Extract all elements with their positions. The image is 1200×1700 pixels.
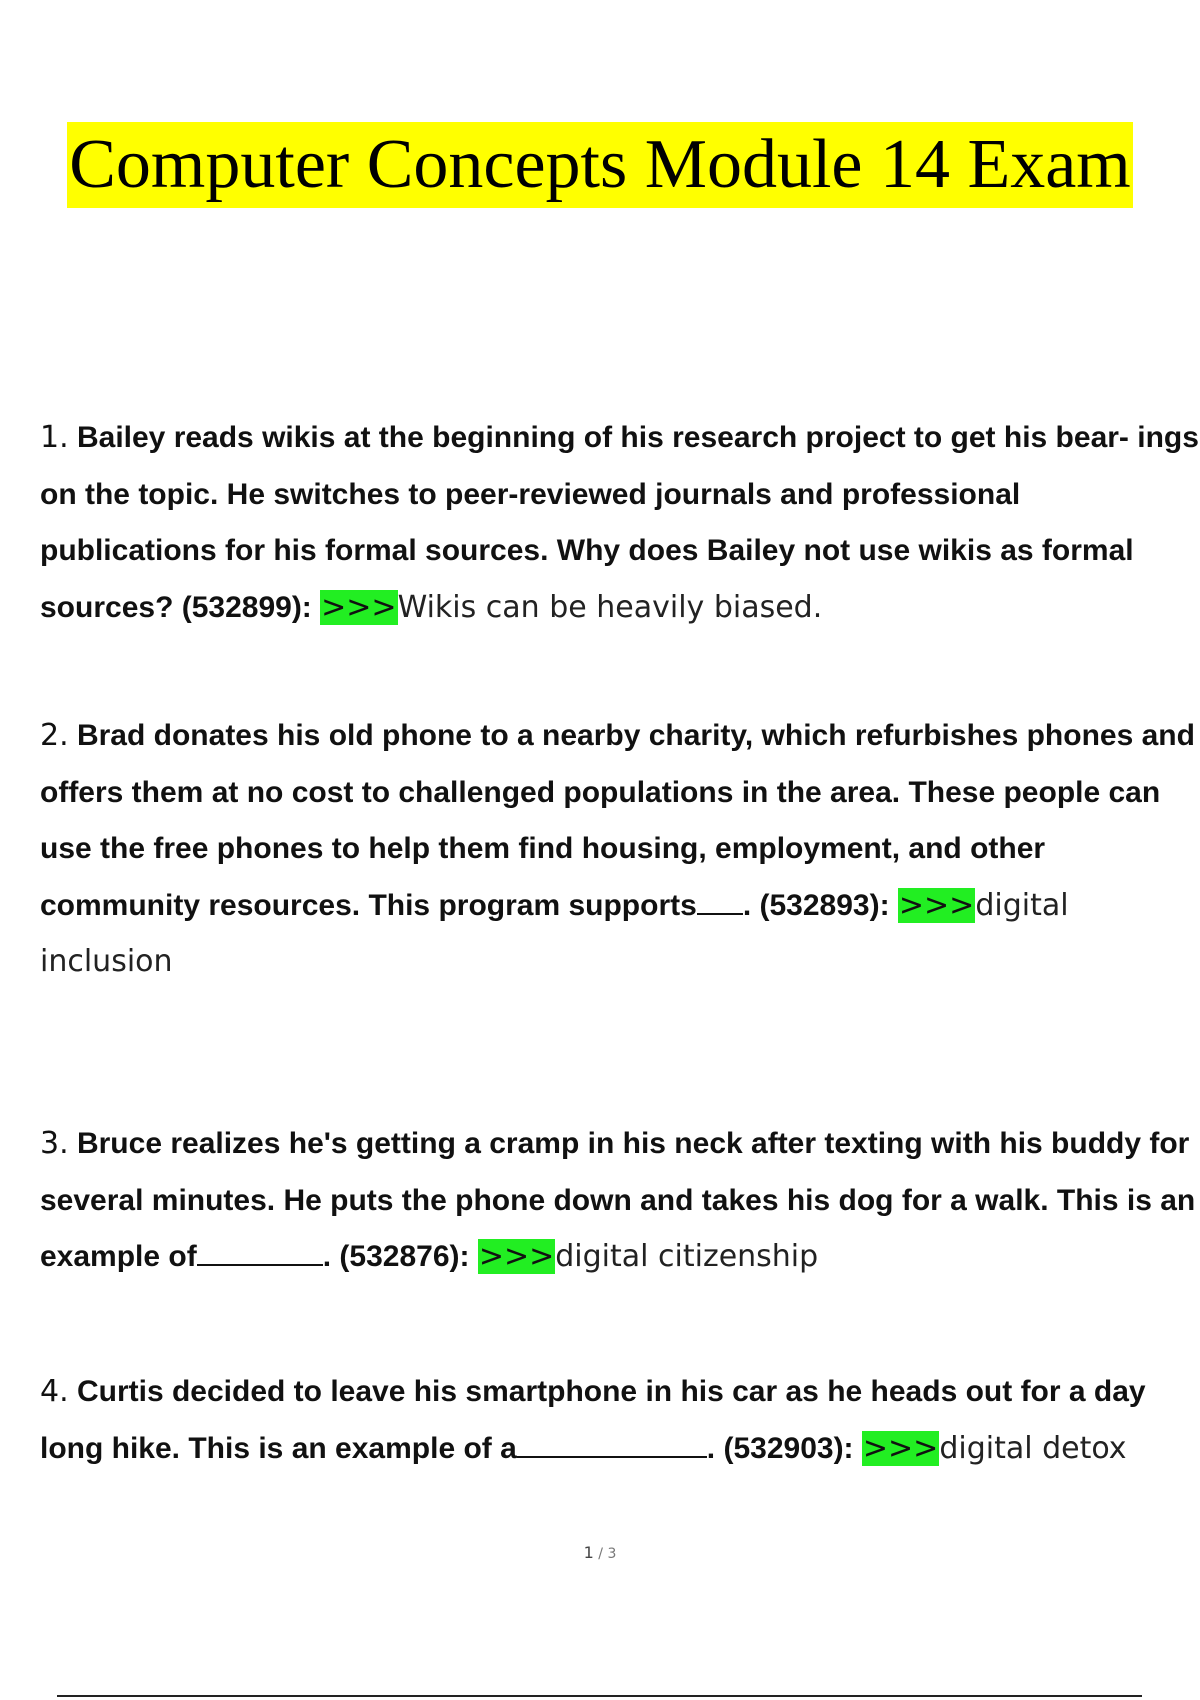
question-4	[40, 1364, 1200, 1477]
answer-marker: >>>	[321, 589, 397, 625]
question-text-suffix: . (532903):	[706, 1431, 854, 1465]
question-text: Bruce realizes he's getting a cramp in his neck after texting with his buddy for several minutes. He puts the phone down and takes his dog for a walk. This is an example of	[40, 1127, 1196, 1273]
question-text: Brad donates his old phone to a nearby charity, which refurbishes phones and offers them at no cost to challenged populations in the area. These people can use the free phones to help them find housing, employment, and other community resources. This program supports	[40, 719, 1195, 922]
answer-marker: >>>	[898, 887, 975, 923]
page-title: Computer Concepts Module 14 Exam	[67, 122, 1133, 208]
answer-marker: >>>	[478, 1239, 555, 1274]
page-number: 1	[583, 1543, 594, 1562]
answer-text: digital inclusion	[40, 887, 1069, 979]
page-indicator	[0, 1543, 1200, 1562]
question-text-suffix: . (532893):	[742, 888, 890, 922]
answer-text: Wikis can be heavily biased.	[397, 589, 823, 625]
page-total: / 3	[593, 1546, 617, 1562]
question-2	[40, 708, 1200, 991]
bottom-divider	[57, 1695, 1142, 1697]
answer-text: digital detox	[939, 1430, 1127, 1466]
question-number: 2.	[40, 718, 69, 753]
question-number: 1.	[40, 420, 69, 455]
question-3	[40, 1116, 1200, 1286]
fill-in-blank	[697, 891, 743, 915]
page-title-container	[0, 122, 1200, 208]
question-text-suffix: . (532876):	[322, 1240, 470, 1273]
fill-in-blank	[197, 1242, 323, 1266]
question-text: Curtis decided to leave his smartphone in his car as he heads out for a day long hike. This is an example of a	[40, 1375, 1146, 1465]
answer-text: digital citizenship	[555, 1239, 819, 1274]
question-1	[40, 410, 1200, 636]
question-text: Bailey reads wikis at the beginning of his research project to get his bear- ings on the topic. He switches to peer-reviewed journals and professional publications for his formal sources. Why does Bailey not use wikis as formal sources? (532899):	[40, 421, 1199, 624]
fill-in-blank	[517, 1434, 707, 1458]
answer-marker: >>>	[862, 1430, 939, 1466]
question-number: 4.	[40, 1374, 69, 1409]
question-number: 3.	[40, 1126, 69, 1161]
